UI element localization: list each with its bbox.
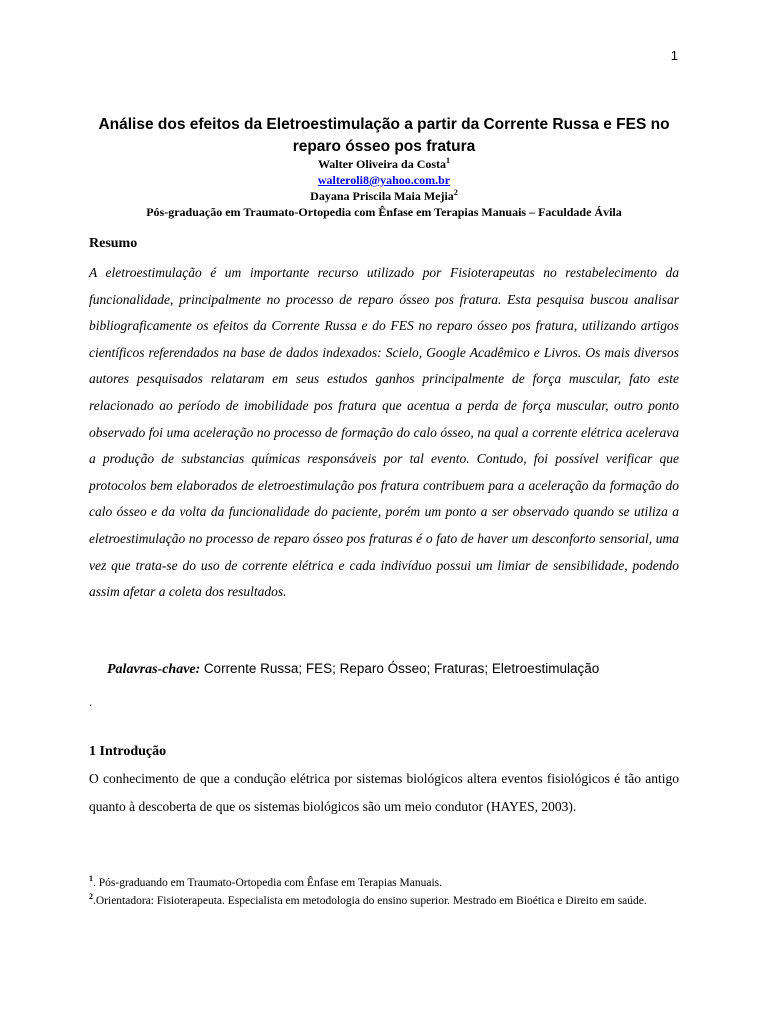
footnotes [89,876,679,912]
footnote-1 [89,876,679,891]
footnote-1-text: . Pós-graduando em Traumato-Ortopedia com Ênfase em Terapias Manuais. [93,877,443,889]
author-1 [40,156,728,172]
author-email-link[interactable]: walteroli8@yahoo.com.br [317,173,451,187]
footnote-2 [89,894,679,909]
abstract-heading: Resumo [89,236,138,251]
introduction-heading: 1 Introdução [89,744,167,759]
keywords-label: Palavras-chave: [107,662,201,677]
affiliation: Pós-graduação em Traumato-Ortopedia com Ênfase em Terapias Manuais – Faculdade Ávila [146,205,622,219]
keywords-line [107,661,599,678]
separator-dot: . [89,694,93,709]
author-2-footnote-mark: 2 [453,188,458,197]
title-line-2: reparo ósseo pos fratura [292,138,476,155]
keywords-values: Corrente Russa; FES; Reparo Ósseo; Fraturas; Eletroestimulação [203,661,600,676]
footnote-2-text: .Orientadora: Fisioterapeuta. Especialista em metodologia do ensino superior. Mestrado em Bioética e Direito em saúde. [93,895,647,907]
title-line-1: Análise dos efeitos da Eletroestimulação a partir da Corrente Russa e FES no [98,116,670,133]
page-number: 1 [670,48,678,63]
author-block [40,156,728,220]
author-1-name: Walter Oliveira da Costa [317,157,447,171]
paper-title [60,114,708,158]
footnote-1-marker: 1 [89,874,93,884]
author-2 [40,188,728,204]
author-1-footnote-mark: 1 [446,156,451,165]
footnote-2-marker: 2 [89,892,93,902]
author-2-name: Dayana Priscila Maia Mejia [310,189,454,203]
abstract-text: A eletroestimulação é um importante recurso utilizado por Fisioterapeutas no restabelecimento da funcionalidade, principalmente no processo de reparo ósseo pos fratura. Esta pesquisa buscou analisar bibliograficamente os efeitos da Corrente Russa e do FES no reparo ósseo pos fratura, utilizando artigos científicos referendados na base de dados indexados: Scielo, Google Acadêmico e Livros. Os mais diversos autores pesquisados relataram em seus estudos ganhos principalmente de força muscular, fato este relacionado ao período de imobilidade pos fratura que acentua a perda de força muscular, outro ponto observado foi uma aceleração no processo de formação do calo ósseo, na qual a corrente elétrica acelerava a produção de substancias químicas responsáveis por tal evento. Contudo, foi possível verificar que protocolos bem elaborados de eletroestimulação pos fratura contribuem para a aceleração da formação do calo ósseo e da volta da funcionalidade do paciente, porém um ponto a ser observado quando se utiliza a eletroestimulação no processo de reparo ósseo pos fraturas é o fato de haver um desconforto sensorial, uma vez que trata-se do uso de corrente elétrica e cada indivíduo possui um limiar de sensibilidade, podendo assim afetar a coleta dos resultados. [89,265,679,600]
introduction-text: O conhecimento de que a condução elétrica por sistemas biológicos altera eventos fisiológicos é tão antigo quanto à descoberta de que os sistemas biológicos são um meio condutor (HAYES, 2003). [89,771,679,814]
